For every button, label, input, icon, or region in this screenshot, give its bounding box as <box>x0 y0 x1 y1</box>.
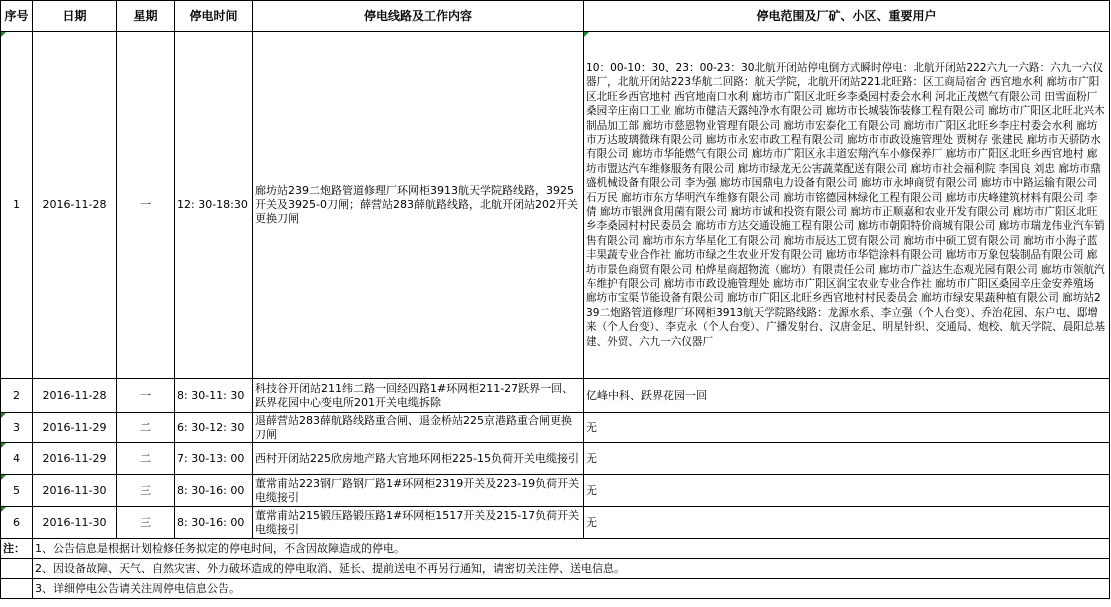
row-lines: 董常甫站223钢厂路钢厂路1#环网柜2319开关及223-19负荷开关电缆接引 <box>253 475 584 507</box>
note-item: 2、因设备故障、天气、自然灾害、外力破坏造成的停电取消、延长、提前送电不再另行通知，请密切关注停、送电信息。 <box>33 559 1110 579</box>
row-no: 2 <box>1 379 33 413</box>
row-date: 2016-11-29 <box>33 443 117 475</box>
table-row <box>1 507 1110 539</box>
notes-row <box>1 559 1110 579</box>
notes-label-empty <box>1 579 33 599</box>
notes-label-empty <box>1 559 33 579</box>
row-scope: 10：00-10：30、23：00-23：30北航开闭站停电倒方式瞬时停电：北航开闭站222六九一六路：六九一六仪器厂，北航开闭站223华航二回路：航天学院，北航开闭站221北旺路：区工商局宿舍 西官地水利 廊坊市广阳区北旺乡西官地村 西官地南口水利 廊坊市广阳区北旺乡李桑园村委会水利 河北正茂燃气有限公司 田雪面粉厂 桑园辛庄南口工业 廊坊市健洁天露纯净水有限公司 廊坊市长城装饰装修工程有限公司 廊坊市广阳区北旺北兴木制品加工部 廊坊市慈恩物业管理有限公司 廊坊市宏泰化工有限公司 廊坊市广阳区北旺乡李庄村委会水利 廊坊市万达玻璃微珠有限公司 廊坊市永宏市政工程有限公司 廊坊市市政设施管理处 贾树存 张建民 廊坊市天骄防水有限公司 廊坊市华能燃气有限公司 廊坊市广阳区永丰道宏翔汽车小修保养厂 廊坊市广阳区北旺乡西官地村 廊坊市盟达汽车维修服务有限公司 廊坊市绿龙无公害蔬菜配送有限公司 廊坊市社会福利院 李国良 刘忠 廊坊市鼎盛机械设备有限公司 李为强 廊坊市国鼎电力设备有限公司 廊坊市永坤商贸有限公司 廊坊市中路运输有限公司 石万民 廊坊市东方华明汽车维修有限公司 廊坊市铭德园林绿化工程有限公司 廊坊市庆峰建筑材料有限公司 李倩 廊坊市银洲食用菌有限公司 廊坊市诚和投资有限公司 廊坊市正顺嘉和农业开发有限公司 廊坊市广阳区北旺乡李桑园村村民委员会 廊坊市方达交通设施工程有限公司 廊坊市朝阳特价商城有限公司 廊坊市瑞龙伟业汽车销售有限公司 廊坊市东方华星化工有限公司 廊坊市辰达工贸有限公司 廊坊市中硕工贸有限公司 廊坊市小海子蓝丰果蔬专业合作社 廊坊市绿之生农业开发有限公司 廊坊市华铠涂料有限公司 廊坊市万象包装制品有限公司 廊坊市景色商贸有限公司 柏烨星商超物流（廊坊）有限责任公司 廊坊市广益达生态观光园有限公司 廊坊市领航汽车维护有限公司 廊坊市市政设施管理处 廊坊市广阳区润宝农业专业合作社 廊坊市广阳区桑园辛庄金安养殖场 廊坊市宝渠节能设备有限公司 廊坊市广阳区北旺乡西官地村村民委员会 廊坊市绿安果蔬种植有限公司 廊坊站239二炮路管道修理厂环网柜3913航天学院路线路：龙源水系、李立强（个人台变）、乔治花园、东户屯、邸增来（个人台变）、李克永（个人台变）、广播发射台、汉唐金足、明星针织、交通局、炮校、航天学院、晨阳总基建、外贸、六九一六仪器厂 <box>584 32 1110 379</box>
row-lines: 科技谷开闭站211纬二路一回经四路1#环网柜211-27跃界一回、跃界花园中心变电所201开关电缆拆除 <box>253 379 584 413</box>
table-row <box>1 379 1110 413</box>
row-no: 5 <box>1 475 33 507</box>
row-lines: 西村开闭站225欣房地产路大官地环网柜225-15负荷开关电缆接引 <box>253 443 584 475</box>
row-date: 2016-11-29 <box>33 413 117 443</box>
row-scope: 无 <box>584 507 1110 539</box>
header-lines: 停电线路及工作内容 <box>253 1 584 32</box>
note-item: 1、公告信息是根据计划检修任务拟定的停电时间，不含因故障造成的停电。 <box>33 539 1110 559</box>
row-time: 8: 30-16: 00 <box>175 475 253 507</box>
row-no: 3 <box>1 413 33 443</box>
row-weekday: 三 <box>117 475 175 507</box>
row-no: 1 <box>1 32 33 379</box>
header-scope: 停电范围及厂矿、小区、重要用户 <box>584 1 1110 32</box>
row-time: 7: 30-13: 00 <box>175 443 253 475</box>
header-date: 日期 <box>33 1 117 32</box>
table-row <box>1 443 1110 475</box>
row-date: 2016-11-30 <box>33 507 117 539</box>
row-scope: 无 <box>584 443 1110 475</box>
row-weekday: 一 <box>117 379 175 413</box>
row-scope: 无 <box>584 475 1110 507</box>
row-no: 6 <box>1 507 33 539</box>
row-scope: 无 <box>584 413 1110 443</box>
row-no: 4 <box>1 443 33 475</box>
row-date: 2016-11-28 <box>33 379 117 413</box>
row-time: 8: 30-16: 00 <box>175 507 253 539</box>
row-weekday: 一 <box>117 32 175 379</box>
row-weekday: 二 <box>117 413 175 443</box>
row-time: 6: 30-12: 30 <box>175 413 253 443</box>
table-row <box>1 32 1110 379</box>
table-row <box>1 413 1110 443</box>
row-scope: 亿峰中科、跃界花园一回 <box>584 379 1110 413</box>
note-item: 3、详细停电公告请关注周停电信息公告。 <box>33 579 1110 599</box>
row-lines: 董常甫站215锻压路锻压路1#环网柜1517开关及215-17负荷开关电缆接引 <box>253 507 584 539</box>
header-weekday: 星期 <box>117 1 175 32</box>
header-time: 停电时间 <box>175 1 253 32</box>
notes-row <box>1 579 1110 599</box>
row-date: 2016-11-28 <box>33 32 117 379</box>
row-lines: 廊坊站239二炮路管道修理厂环网柜3913航天学院路线路，3925开关及3925-0刀闸；薛营站283薛航路线路，北航开闭站202开关更换刀闸 <box>253 32 584 379</box>
header-row <box>1 1 1110 32</box>
row-date: 2016-11-30 <box>33 475 117 507</box>
row-weekday: 二 <box>117 443 175 475</box>
row-time: 12: 30-18:30 <box>175 32 253 379</box>
header-no: 序号 <box>1 1 33 32</box>
notes-label: 注： <box>1 539 33 559</box>
row-time: 8: 30-11: 30 <box>175 379 253 413</box>
row-weekday: 三 <box>117 507 175 539</box>
row-lines: 退薛营站283薛航路线路重合闸、退金桥站225京港路重合闸更换刀闸 <box>253 413 584 443</box>
notes-row <box>1 539 1110 559</box>
table-row <box>1 475 1110 507</box>
